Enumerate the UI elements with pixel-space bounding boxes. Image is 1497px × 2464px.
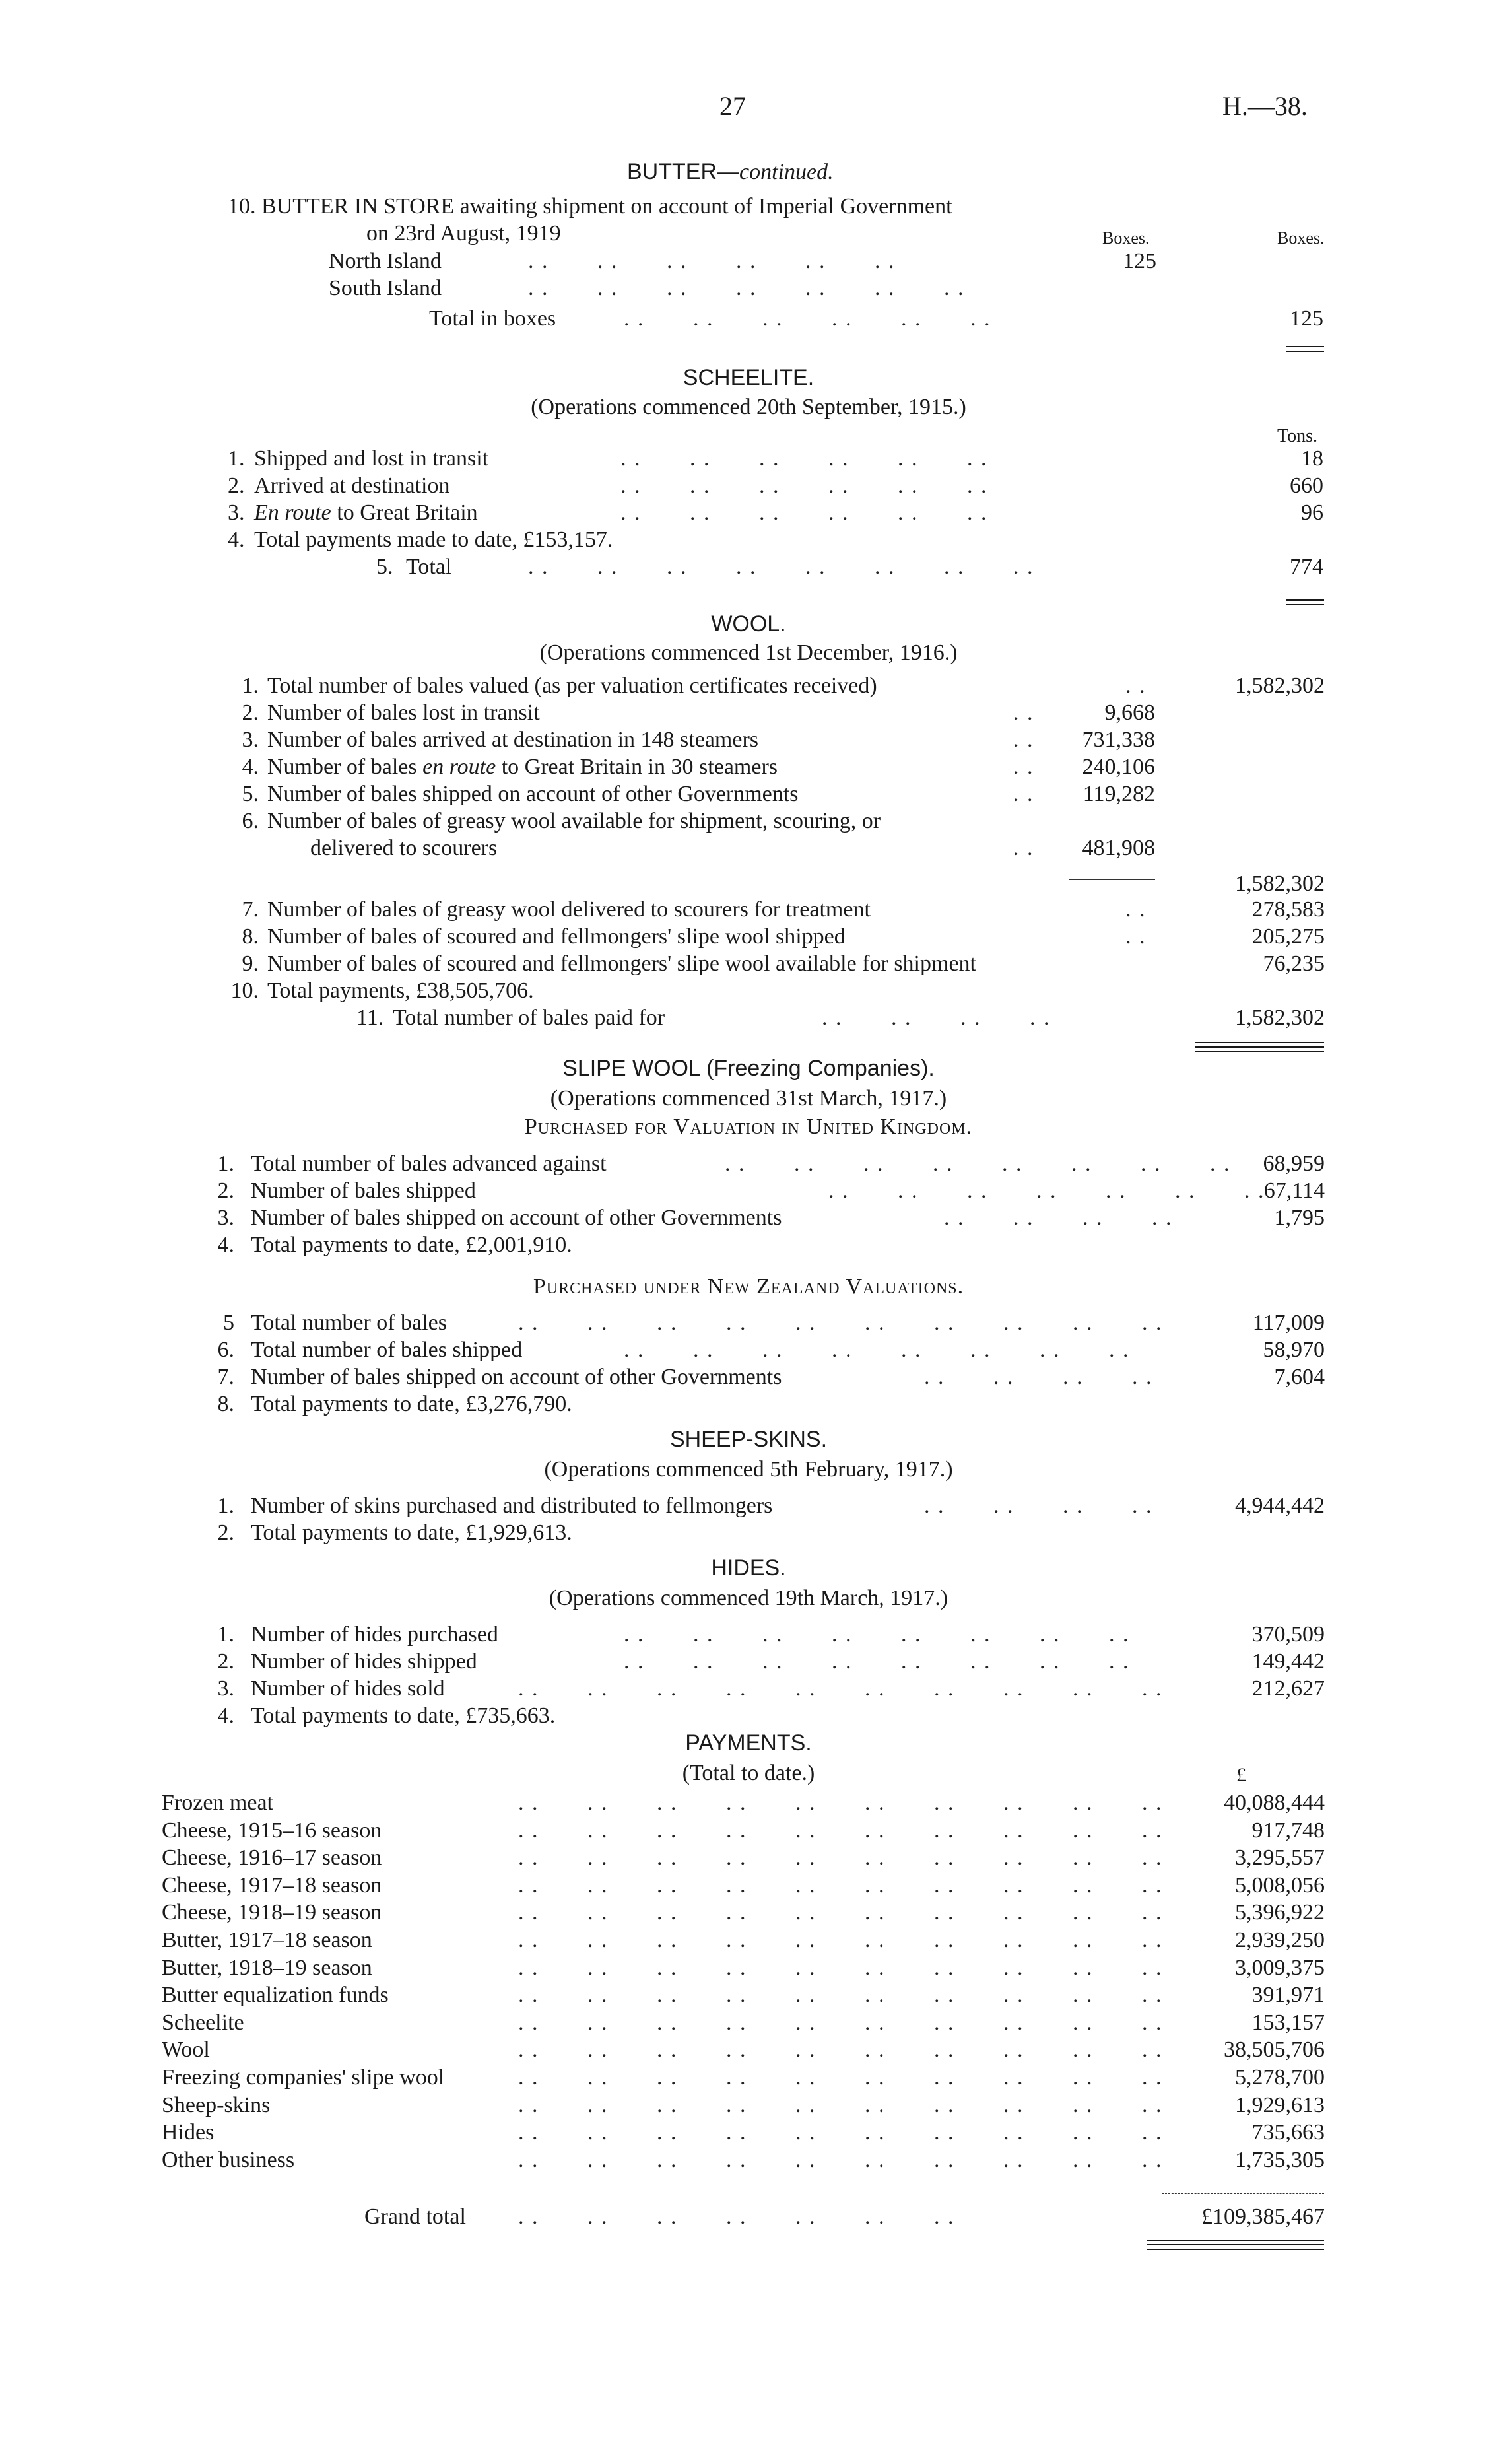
payment-value: 3,295,557 [1235, 1845, 1325, 1870]
grand-total-label: Grand total [364, 2205, 466, 2229]
wool-total-label: Total number of bales paid for [393, 1006, 665, 1030]
list-item-label [251, 1621, 498, 1648]
leader-dots: . . . . . . . . [924, 1365, 1153, 1389]
list-item-label [254, 526, 613, 553]
leader-dots: . . . . . . . . . . . . . . . . . . . . [518, 1676, 1163, 1701]
payment-value: 391,971 [1251, 1983, 1325, 2007]
list-item-number: 2. [217, 1179, 234, 1203]
butter-north-label: North Island [329, 249, 442, 273]
list-item-label-text: Total number of bales advanced against [251, 1151, 607, 1176]
list-item-subvalue: 9,668 [1104, 701, 1155, 725]
list-item-value: 212,627 [1251, 1676, 1325, 1701]
leader-dots: . . . . . . . . . . . . [620, 500, 988, 525]
payment-label: Butter equalization funds [162, 1983, 389, 2007]
list-item-label-text: Arrived at destination [254, 473, 450, 498]
list-item-label [254, 445, 488, 472]
section-title-hides: HIDES. [711, 1556, 786, 1581]
list-item-number: 2. [242, 701, 259, 725]
list-item-subvalue: 481,908 [1082, 836, 1155, 860]
list-item-label [254, 472, 449, 499]
slipe-subheading-uk: Purchased for Valuation in United Kingdom. [524, 1114, 973, 1139]
section-title-scheelite: SCHEELITE. [682, 365, 815, 390]
list-item-number: 10. [230, 978, 259, 1003]
rule [1195, 1051, 1324, 1052]
list-item-label-text: Number of hides purchased [251, 1622, 498, 1647]
list-item-number: 4. [242, 755, 259, 779]
leader-dots: . . . . . . . . . . . . . . . . . . . . [518, 1900, 1163, 1925]
sheepskins-subtitle: (Operations commenced 5th February, 1917.) [544, 1457, 953, 1482]
payment-value: 5,008,056 [1235, 1873, 1325, 1898]
payment-value: 5,396,922 [1235, 1900, 1325, 1925]
section-title-butter: BUTTER—continued. [627, 159, 834, 184]
payment-label: Cheese, 1918–19 season [162, 1900, 382, 1925]
leader-dots: . . . . . . . . . . . . . . . . [725, 1151, 1231, 1176]
list-item-number: 5. [242, 782, 259, 806]
rule [1147, 2249, 1324, 2250]
section-title-wool: WOOL. [711, 611, 786, 636]
leader-dots: . . . . . . . . . . . . . . . . [624, 1622, 1130, 1647]
list-item-label [251, 1492, 772, 1519]
leader-dots: . . . . . . . . . . . . . . . . [624, 1649, 1130, 1674]
payment-value: 1,735,305 [1235, 2148, 1325, 2172]
butter-col-boxes-a: Boxes. [1102, 228, 1150, 248]
list-item-label-text: Total payments to date, £3,276,790. [251, 1392, 572, 1416]
list-item-label-text: Number of hides shipped [251, 1649, 477, 1674]
leader-dots: . . . . . . . . [822, 1006, 1051, 1030]
leader-dots: . . [1013, 701, 1034, 725]
payment-value: 917,748 [1251, 1818, 1325, 1843]
payment-value: 5,278,700 [1235, 2065, 1325, 2090]
section-title-payments: PAYMENTS. [685, 1730, 812, 1756]
butter-total-label: Total in boxes [429, 306, 556, 331]
payment-value: 2,939,250 [1235, 1928, 1325, 1952]
list-item-value: 1,582,302 [1235, 673, 1325, 698]
list-item-label-text: Total payments made to date, £153,157. [254, 528, 613, 552]
leader-dots: . . . . . . . . . . . . . . . . . . . . [518, 2010, 1163, 2035]
payment-label: Cheese, 1916–17 season [162, 1845, 382, 1870]
list-item-label-text: Total payments to date, £735,663. [251, 1703, 556, 1728]
list-item-number: 7. [217, 1365, 234, 1389]
leader-dots: . . . . . . . . [944, 1206, 1173, 1230]
leader-dots: . . . . . . . . . . . . . . . . . . . . [518, 2065, 1163, 2090]
hides-subtitle: (Operations commenced 19th March, 1917.) [549, 1586, 948, 1610]
list-item-number: 11. [356, 1006, 384, 1030]
list-item-label [267, 950, 976, 977]
list-item-value: 58,970 [1263, 1338, 1325, 1362]
slipe-subheading-nz: Purchased under New Zealand Valuations. [533, 1274, 964, 1299]
list-item-value: 370,509 [1251, 1622, 1325, 1647]
list-item-number: 1. [242, 673, 259, 698]
section-title-sheep-skins: SHEEP-SKINS. [669, 1427, 828, 1452]
list-item-label [267, 726, 758, 753]
payment-value: 153,157 [1251, 2010, 1325, 2035]
list-item-label [254, 499, 478, 526]
leader-dots: . . . . . . . . . . . . . . . . . . . . [518, 1818, 1163, 1843]
leader-dots: . . [1013, 782, 1034, 806]
list-item-number: 4. [217, 1233, 234, 1257]
list-item-number: 6. [217, 1338, 234, 1362]
list-item-value: 660 [1290, 473, 1323, 498]
butter-item-10-line1: 10. BUTTER IN STORE awaiting shipment on account of Imperial Government [228, 194, 952, 219]
list-item-value: 117,009 [1252, 1311, 1325, 1335]
list-item-number: 9. [242, 951, 259, 976]
scheelite-subtitle: (Operations commenced 20th September, 1915.) [531, 395, 966, 419]
payments-currency-header: £ [1236, 1764, 1246, 1786]
list-item-label-text: Total payments to date, £2,001,910. [251, 1233, 572, 1257]
list-item-label [251, 1231, 572, 1258]
list-item-label-italic: en route [422, 755, 496, 779]
list-item-number: 2. [228, 473, 245, 498]
list-item-number: 1. [217, 1493, 234, 1518]
list-item-number: 1. [217, 1622, 234, 1647]
list-item-value: 96 [1301, 500, 1323, 525]
list-item-label-text: Number of skins purchased and distributed to fellmongers [251, 1493, 773, 1518]
leader-dots: . . . . . . . . . . . . . . [828, 1179, 1265, 1203]
document-reference: H.—38. [1222, 91, 1308, 121]
leader-dots: . . . . . . . . . . . . . . . . [624, 1338, 1130, 1362]
list-item-label-text: Total payments to date, £1,929,613. [251, 1521, 572, 1545]
leader-dots: . . . . . . . . . . . . . . . . . . . . [518, 2148, 1163, 2172]
list-item-number: 6. [242, 809, 259, 833]
leader-dots: . . . . . . . . . . . . . . . . . . . . [518, 1983, 1163, 2007]
list-item-value: 7,604 [1274, 1365, 1325, 1389]
rule [1286, 346, 1324, 347]
list-item-number: 5 [223, 1311, 234, 1335]
list-item-label-text: Number of bales shipped on account of other Governments [251, 1206, 782, 1230]
wool-total-value: 1,582,302 [1235, 1006, 1325, 1030]
list-item-label [251, 1675, 445, 1702]
rule [1147, 2240, 1324, 2241]
leader-dots: . . . . . . . . . . . . . . . . . . . . [518, 1791, 1163, 1815]
list-item-number: 4. [228, 528, 245, 552]
rule [1195, 1042, 1324, 1043]
list-item-number: 8. [242, 924, 259, 949]
list-item-subvalue: 119,282 [1082, 782, 1155, 806]
rule [1286, 351, 1324, 352]
list-item-number: 5. [376, 555, 393, 579]
payment-value: 40,088,444 [1224, 1791, 1325, 1815]
list-item-number: 8. [217, 1392, 234, 1416]
list-item-label [251, 1150, 607, 1177]
leader-dots: . . . . . . . . . . . . . . . . [528, 555, 1034, 579]
payment-label: Cheese, 1915–16 season [162, 1818, 382, 1843]
rule [1147, 2244, 1324, 2245]
list-item-label [251, 1309, 447, 1336]
payment-value: 3,009,375 [1235, 1956, 1325, 1980]
list-item-label-text: Number of bales of scoured and fellmongers' slipe wool shipped [267, 924, 846, 949]
list-item-label [310, 835, 497, 862]
list-item-label [267, 753, 778, 780]
scheelite-unit: Tons. [1277, 426, 1318, 446]
leader-dots: . . . . . . . . . . . . . . . . . . . . [518, 1928, 1163, 1952]
leader-dots: . . [1125, 924, 1147, 949]
rule [1162, 2193, 1324, 2194]
list-item-label-text: Number of hides sold [251, 1676, 445, 1701]
list-item-label-text: to Great Britain in 30 steamers [496, 755, 778, 779]
payment-label: Scheelite [162, 2010, 244, 2035]
list-item-number: 3. [217, 1206, 234, 1230]
payment-label: Other business [162, 2148, 295, 2172]
list-item-number: 1. [217, 1151, 234, 1176]
list-item-label-text: Number of bales shipped on account of other Governments [267, 782, 799, 806]
rule [1286, 604, 1324, 605]
leader-dots: . . [1125, 673, 1147, 698]
list-item-label-text: delivered to scourers [310, 836, 498, 860]
list-item-label [251, 1702, 555, 1729]
payment-label: Wool [162, 2037, 210, 2062]
payment-label: Butter, 1918–19 season [162, 1956, 372, 1980]
scheelite-total-value: 774 [1290, 555, 1323, 579]
leader-dots: . . . . . . . . . . . . [620, 446, 988, 471]
butter-south-label: South Island [329, 276, 442, 300]
list-item-label-text: Total number of bales shipped [251, 1338, 523, 1362]
list-item-label [251, 1204, 782, 1231]
payment-label: Cheese, 1917–18 season [162, 1873, 382, 1898]
list-item-label-text: Number of bales shipped [251, 1179, 476, 1203]
list-item-label [267, 780, 798, 807]
leader-dots: . . . . . . . . . . . . . . . . . . . . [518, 2037, 1163, 2062]
section-title-slipe-wool: SLIPE WOOL (Freezing Companies). [562, 1056, 935, 1081]
list-item-label [267, 923, 846, 950]
list-item-number: 3. [228, 500, 245, 525]
list-item-value: 1,795 [1274, 1206, 1325, 1230]
list-item-value: 18 [1301, 446, 1323, 471]
leader-dots: . . [1013, 728, 1034, 752]
wool-subtotal: 1,582,302 [1235, 872, 1325, 896]
list-item-label [251, 1363, 782, 1390]
list-item-label [267, 672, 877, 699]
list-item-label [251, 1519, 572, 1546]
butter-total-value: 125 [1290, 306, 1323, 331]
list-item-label [267, 896, 871, 923]
rule [1069, 879, 1155, 880]
list-item-subvalue: 731,338 [1082, 728, 1155, 752]
leader-dots: . . . . . . . . . . . . [620, 473, 988, 498]
payment-label: Sheep-skins [162, 2093, 271, 2117]
rule [1286, 599, 1324, 601]
list-item-label-text: Total number of bales [251, 1311, 447, 1335]
list-item-label [251, 1336, 522, 1363]
list-item-label [251, 1390, 572, 1418]
list-item-label-text: Number of bales lost in transit [267, 701, 540, 725]
list-item-label-italic: En route [254, 500, 331, 525]
payment-value: 1,929,613 [1235, 2093, 1325, 2117]
payment-label: Butter, 1917–18 season [162, 1928, 372, 1952]
leader-dots: . . [1125, 897, 1147, 922]
list-item-value: 76,235 [1263, 951, 1325, 976]
list-item-number: 4. [217, 1703, 234, 1728]
leader-dots: . . . . . . . . . . . . . . . . . . . . [518, 1311, 1163, 1335]
grand-total-value: £109,385,467 [1201, 2205, 1325, 2229]
list-item-value: 67,114 [1263, 1179, 1325, 1203]
list-item-number: 2. [217, 1521, 234, 1545]
slipe-subtitle: (Operations commenced 31st March, 1917.) [550, 1086, 947, 1111]
payment-value: 38,505,706 [1224, 2037, 1325, 2062]
list-item-value: 68,959 [1263, 1151, 1325, 1176]
list-item-label [267, 807, 881, 835]
leader-dots: . . [1013, 755, 1034, 779]
document-page: 27 H.—38. BUTTER—continued. 10. BUTTER IN STORE awaiting shipment on account of Imperial Government on 23rd August, 1919 Boxes. Boxes. North Island . . . . . . . . . . . . 125 South Island . . . . . . . . . . . . . . Total in boxes . . . . . . . . . . . . 125 SCHEELITE. (Operations commenced 20th September, 1915.) Tons. 1. Shipped and lost in transit . . . . . . . . . . . . 18 2. Arrived at destination . . . . . . . . . . . . 660 3. En route to Great Britain . . . . . . . . . . . . 96 4. Total payments made to date, £153,157. 5. Total . . . . . . . . . . . . . . . . 774 WOOL. (Operations commenced 1st December, 1916.) 1. Total number of bales valued (as per valuation certificates received) . . 1,582,302 2. Number of bales lost in transit . . 9,668 3. Number of bales arrived at destination in 148 steamers . . 731,338 4. Number of bales en route to Great Britain in 30 steamers . . 240,106 5. Number of bales shipped on account of other Governments . . 119,282 6. Number of bales of greasy wool available for shipment, scouring, or delivered to scourers . . 481,908 1,582,302 7. Number of bales of greasy wool delivered to scourers for treatment . . 278,583 8. Number of bales of scoured and fellmongers' slipe wool shipped . . 205,275 9. Number of bales of scoured and fellmongers' slipe wool available for shipment 76,235 10. Total payments, £38,505,706. 11. Total number of bales paid for . . . . . . . . 1,582,302 SLIPE WOOL (Freezing Companies). (Operations commenced 31st March, 1917.) Purchased for Valuation in United Kingdom. 1. Total number of bales advanced against . . . . . . . . . . . . . . . . 68,959 2. Number of bales shipped . . . . . . . . . . . . . . 67,114 3. Number of bales shipped on account of other Governments . . . . . . . . 1,795 4. Total payments to date, £2,001,910. Purchased under New Zealand Valuations. 5 Total number of bales . . . . . . . . . . . . . . . . . . . . 117,009 6. Total number of bales shipped . . . . . . . . . . . . . . . . 58,970 7. Number of bales shipped on account of other Governments . . . . . . . . 7,604 8. Total payments to date, £3,276,790. SHEEP-SKINS. (Operations commenced 5th February, 1917.) 1. Number of skins purchased and distributed to fellmongers . . . . . . . . 4,944,442 2. Total payments to date, £1,929,613. HIDES. (Operations commenced 19th March, 1917.) 1. Number of hides purchased . . . . . . . . . . . . . . . . 370,509 2. Number of hides shipped . . . . . . . . . . . . . . . . 149,442 3. Number of hides sold . . . . . . . . . . . . . . . . . . . . 212,627 4. Total payments to date, £735,663. PAYMENTS. (Total to date.) £ Frozen meat . . . . . . . . . . . . . . . . . . . . 40,088,444 Cheese, 1915–16 season . . . . . . . . . . . . . . . . . . . . 917,748 Cheese, 1916–17 season . . . . . . . . . . . . . . . . . . . . 3,295,557 Cheese, 1917–18 season . . . . . . . . . . . . . . . . . . . . 5,008,056 Cheese, 1918–19 season . . . . . . . . . . . . . . . . . . . . 5,396,922 Butter, 1917–18 season . . . . . . . . . . . . . . . . . . . . 2,939,250 Butter, 1918–19 season . . . . . . . . . . . . . . . . . . . . 3,009,375 Butter equalization funds . . . . . . . . . . . . . . . . . . . . 391,971 Scheelite . . . . . . . . . . . . . . . . . . . . 153,157 Wool . . . . . . . . . . . . . . . . . . . . 38,505,706 Freezing companies' slipe wool . . . . . . . . . . . . . . . . . . . . 5,278,700 Sheep-skins . . . . . . . . . . . . . . . . . . . . 1,929,613 Hides . . . . . . . . . . . . . . . . . . . . 735,663 Other business . . . . . . . . . . . . . . . . . . . . 1,735,305 Grand total . . . . . . . . . . . . . . £109,385,467 [0, 0, 1497, 2464]
list-item-label-text: Number of bales of scoured and fellmongers' slipe wool available for shipment [267, 951, 976, 976]
list-item-number: 7. [242, 897, 259, 922]
list-item-number: 3. [242, 728, 259, 752]
list-item-label-text: Total number of bales valued (as per valuation certificates received) [267, 673, 877, 698]
page-number: 27 [719, 91, 746, 121]
list-item-label [251, 1177, 476, 1204]
butter-north-value: 125 [1123, 249, 1156, 273]
list-item-label-text: Shipped and lost in transit [254, 446, 489, 471]
scheelite-total-label: Total [406, 555, 452, 579]
butter-item-10-line2: on 23rd August, 1919 [366, 221, 561, 246]
list-item-number: 3. [217, 1676, 234, 1701]
leader-dots: . . . . . . . . . . . . . . . . . . . . [518, 2093, 1163, 2117]
list-item-label-text: Total payments, £38,505,706. [267, 978, 534, 1003]
list-item-subvalue: 240,106 [1082, 755, 1155, 779]
list-item-label-text: to Great Britain [331, 500, 478, 525]
payment-label: Freezing companies' slipe wool [162, 2065, 445, 2090]
list-item-value: 205,275 [1251, 924, 1325, 949]
list-item-number: 2. [217, 1649, 234, 1674]
butter-col-boxes-b: Boxes. [1277, 228, 1325, 248]
payment-value: 735,663 [1251, 2120, 1325, 2144]
list-item-label [251, 1648, 477, 1675]
list-item-label-text: Number of bales arrived at destination in 148 steamers [267, 728, 758, 752]
wool-subtitle: (Operations commenced 1st December, 1916.) [539, 640, 958, 665]
leader-dots: . . . . . . . . . . . . . . . . . . . . [518, 2120, 1163, 2144]
leader-dots: . . [1013, 836, 1034, 860]
leader-dots: . . . . . . . . . . . . . . . . . . . . [518, 1873, 1163, 1898]
rule [1195, 1046, 1324, 1048]
leader-dots: . . . . . . . . [924, 1493, 1153, 1518]
leader-dots: . . . . . . . . . . . . . . . . . . . . [518, 1845, 1163, 1870]
list-item-label [267, 699, 540, 726]
leader-dots: . . . . . . . . . . . . . . . . . . . . [518, 1956, 1163, 1980]
list-item-label-text: Number of bales of greasy wool available for shipment, scouring, or [267, 809, 881, 833]
payment-label: Frozen meat [162, 1791, 273, 1815]
list-item-label-pre: Number of bales [267, 755, 423, 779]
list-item-value: 149,442 [1251, 1649, 1325, 1674]
list-item-value: 4,944,442 [1235, 1493, 1325, 1518]
list-item-label-text: Number of bales of greasy wool delivered to scourers for treatment [267, 897, 871, 922]
payments-subtitle: (Total to date.) [682, 1761, 815, 1785]
payment-label: Hides [162, 2120, 215, 2144]
list-item-label-text: Number of bales shipped on account of other Governments [251, 1365, 782, 1389]
list-item-value: 278,583 [1251, 897, 1325, 922]
list-item-number: 1. [228, 446, 245, 471]
list-item-label [267, 977, 534, 1004]
